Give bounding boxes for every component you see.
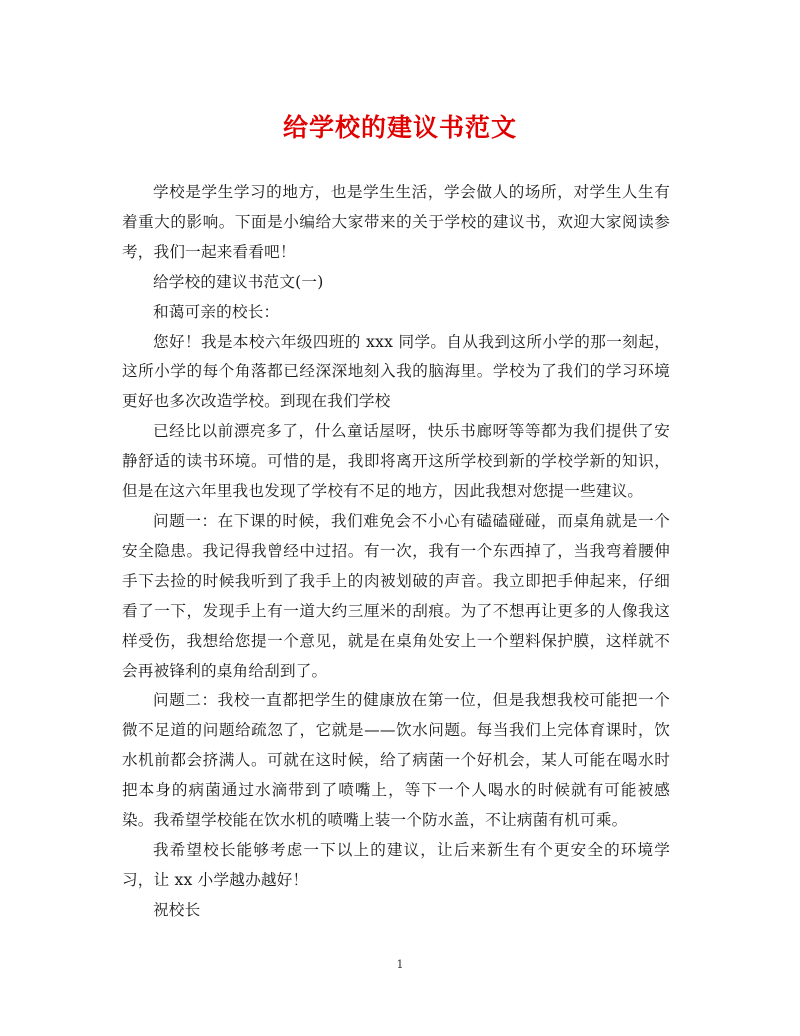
paragraph-problem-one: 问题一：在下课的时候，我们难免会不小心有磕磕碰碰，而桌角就是一个安全隐患。我记得我曾经中过招。有一次，我有一个东西掉了，当我弯着腰伸手下去捡的时候我听到了我手上的肉被划破的声音。我立即把手伸起来，仔细看了一下，发现手上有一道大约三厘米的刮痕。为了不想再让更多的人像我这样受伤，我想给您提一个意见，就是在桌角处安上一个塑料保护膜，这样就不会再被锋利的桌角给刮到了。 bbox=[122, 511, 670, 680]
paragraph-problem-two: 问题二：我校一直都把学生的健康放在第一位，但是我想我校可能把一个微不足道的问题给疏忽了，它就是——饮水问题。每当我们上完体育课时，饮水机前都会挤满人。可就在这时候，给了病菌一个好机会，某人可能在喝水时把本身的病菌通过水滴带到了喷嘴上，等下一个人喝水的时候就有可能被感染。我希望学校能在饮水机的喷嘴上装一个防水盖，不让病菌有机可乘。 bbox=[122, 691, 670, 830]
paragraph-closing: 我希望校长能够考虑一下以上的建议，让后来新生有个更安全的环境学习，让 xx 小学越办越好！ bbox=[122, 840, 670, 889]
paragraph-intro: 学校是学生学习的地方，也是学生生活，学会做人的场所，对学生人生有着重大的影响。下面是小编给大家带来的关于学校的建议书，欢迎大家阅读参考，我们一起来看看吧！ bbox=[122, 183, 670, 261]
salutation: 和蔼可亲的校长： bbox=[153, 302, 280, 321]
paragraph-school-environment: 已经比以前漂亮多了，什么童话屋呀，快乐书廊呀等等都为我们提供了安静舒适的读书环境。可惜的是，我即将离开这所学校到新的学校学新的知识，但是在这六年里我也发现了学校有不足的地方，因此我想对您提一些建议。 bbox=[122, 422, 670, 501]
document-title: 给学校的建议书范文 bbox=[282, 113, 517, 142]
document-body bbox=[122, 178, 670, 926]
paragraph-regards: 祝校长 bbox=[153, 900, 201, 919]
section-heading: 给学校的建议书范文(一) bbox=[153, 272, 324, 291]
paragraph-greeting: 您好！我是本校六年级四班的 xxx 同学。自从我到这所小学的那一刻起，这所小学的每个角落都已经深深地刻入我的脑海里。学校为了我们的学习环境更好也多次改造学校。到现在我们学校 bbox=[122, 332, 670, 411]
page-number: 1 bbox=[396, 958, 404, 971]
